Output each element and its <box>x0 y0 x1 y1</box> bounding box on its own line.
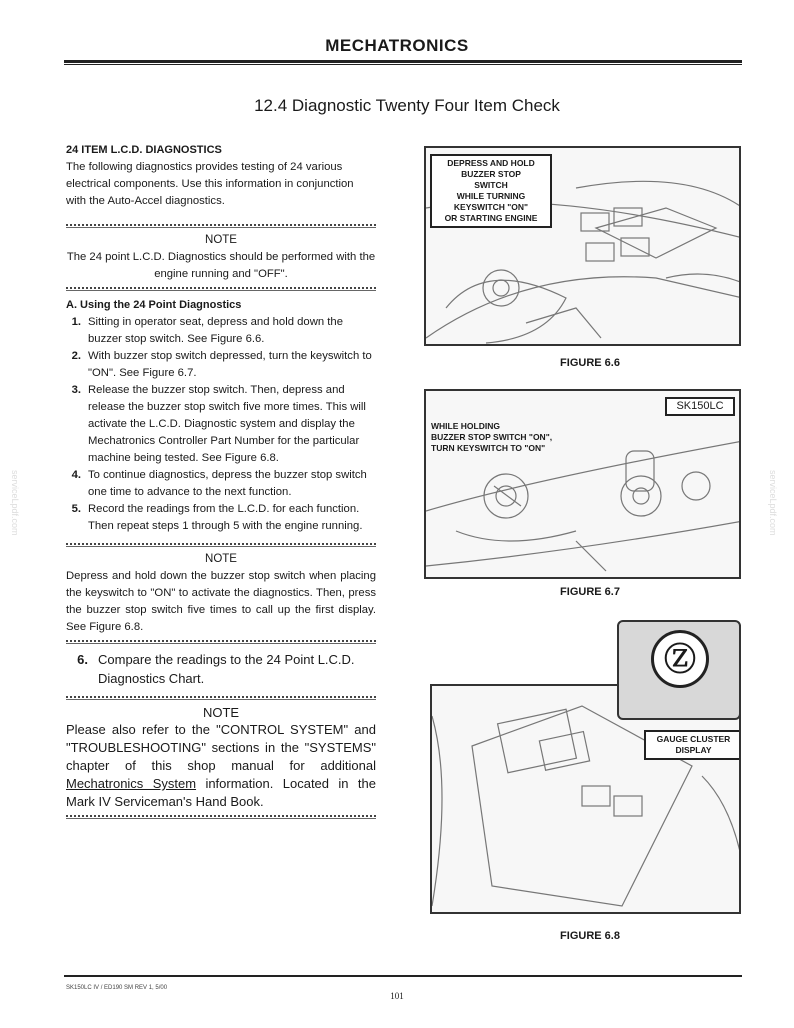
note-divider <box>66 696 376 700</box>
note-body: The 24 point L.C.D. Diagnostics should be performed with the engine running and "OFF". <box>66 251 376 280</box>
header-rule <box>64 60 742 63</box>
mechatronics-system-link: Mechatronics System <box>66 776 197 791</box>
step-item: 5. Record the readings from the L.C.D. for each function. Then repeat steps 1 through 5 with the engine running. <box>71 503 363 532</box>
footer-doc-id: SK150LC IV / ED190 SM REV 1, 5/00 <box>66 985 168 991</box>
figure-6-6-caption: FIGURE 6.6 <box>560 357 620 369</box>
figure-6-7-caption: FIGURE 6.7 <box>560 586 620 598</box>
lcd-display-icon: Ⓩ <box>651 630 709 688</box>
note-title: NOTE <box>202 705 240 720</box>
step-item: 2. With buzzer stop switch depressed, turn the keyswitch to "ON". See Figure 6.7. <box>71 350 372 379</box>
callout-buzzer-stop: DEPRESS AND HOLD BUZZER STOP SWITCH WHILE TURNING KEYSWITCH "ON" OR STARTING ENGINE <box>430 154 552 228</box>
note-body: Depress and hold down the buzzer stop switch when placing the keyswitch to "ON" to activate the diagnostics. Then, press the buzzer stop switch five times to call up the first display. See Figure 6.8. <box>66 570 376 633</box>
procedure-steps <box>66 314 376 535</box>
watermark: serviceLpdf.com <box>10 470 20 536</box>
section-title: 12.4 Diagnostic Twenty Four Item Check <box>254 96 560 115</box>
step-item: 3. Release the buzzer stop switch. Then, depress and release the buzzer stop switch five more times. This will activate the L.C.D. Diagnostic system and display the Mechatronics Controller Part Number for the particular machine being tested. See Figure 6.8. <box>71 384 366 464</box>
lcd-inset <box>617 620 741 720</box>
note-divider <box>66 224 376 228</box>
figure-6-6-image <box>424 146 741 346</box>
note-divider <box>66 543 376 547</box>
gauge-cluster-drawing <box>432 686 741 914</box>
step-6: 6. Compare the readings to the 24 Point L.C.D. Diagnostics Chart. <box>77 652 355 686</box>
note-title: NOTE <box>205 553 237 565</box>
procedure-heading: A. Using the 24 Point Diagnostics <box>66 299 242 311</box>
chapter-title: MECHATRONICS <box>325 36 469 55</box>
intro-heading: 24 ITEM L.C.D. DIAGNOSTICS <box>66 144 222 156</box>
left-column <box>66 142 376 823</box>
intro-body: The following diagnostics provides testing of 24 various electrical components. Use this information in conjunction with the Auto-Accel diagnostics. <box>66 161 354 207</box>
step-item: 4. To continue diagnostics, depress the buzzer stop switch one time to advance to the next function. <box>71 469 367 498</box>
figure-6-7-image <box>424 389 741 579</box>
header-rule-thin <box>64 64 742 65</box>
callout-keyswitch: WHILE HOLDING BUZZER STOP SWITCH "ON", TURN KEYSWITCH TO "ON" <box>431 421 553 453</box>
note-divider <box>66 287 376 291</box>
note-body: Please also refer to the "CONTROL SYSTEM" and "TROUBLESHOOTING" sections in the "SYSTEMS" chapter of this shop manual for additional Mechatronics System information. Located in the Mark IV Serviceman's Hand Book. <box>66 722 376 809</box>
model-label: SK150LC <box>665 397 735 416</box>
note-divider <box>66 815 376 819</box>
page-number: 101 <box>390 991 404 1001</box>
figure-6-8-caption: FIGURE 6.8 <box>560 930 620 942</box>
watermark: serviceLpdf.com <box>768 470 778 536</box>
note-divider <box>66 640 376 644</box>
footer-rule <box>64 975 742 977</box>
step-item: 1. Sitting in operator seat, depress and hold down the buzzer stop switch. See Figure 6.6. <box>71 316 343 345</box>
callout-gauge-cluster: GAUGE CLUSTER DISPLAY <box>644 730 741 760</box>
note-title: NOTE <box>205 234 237 246</box>
